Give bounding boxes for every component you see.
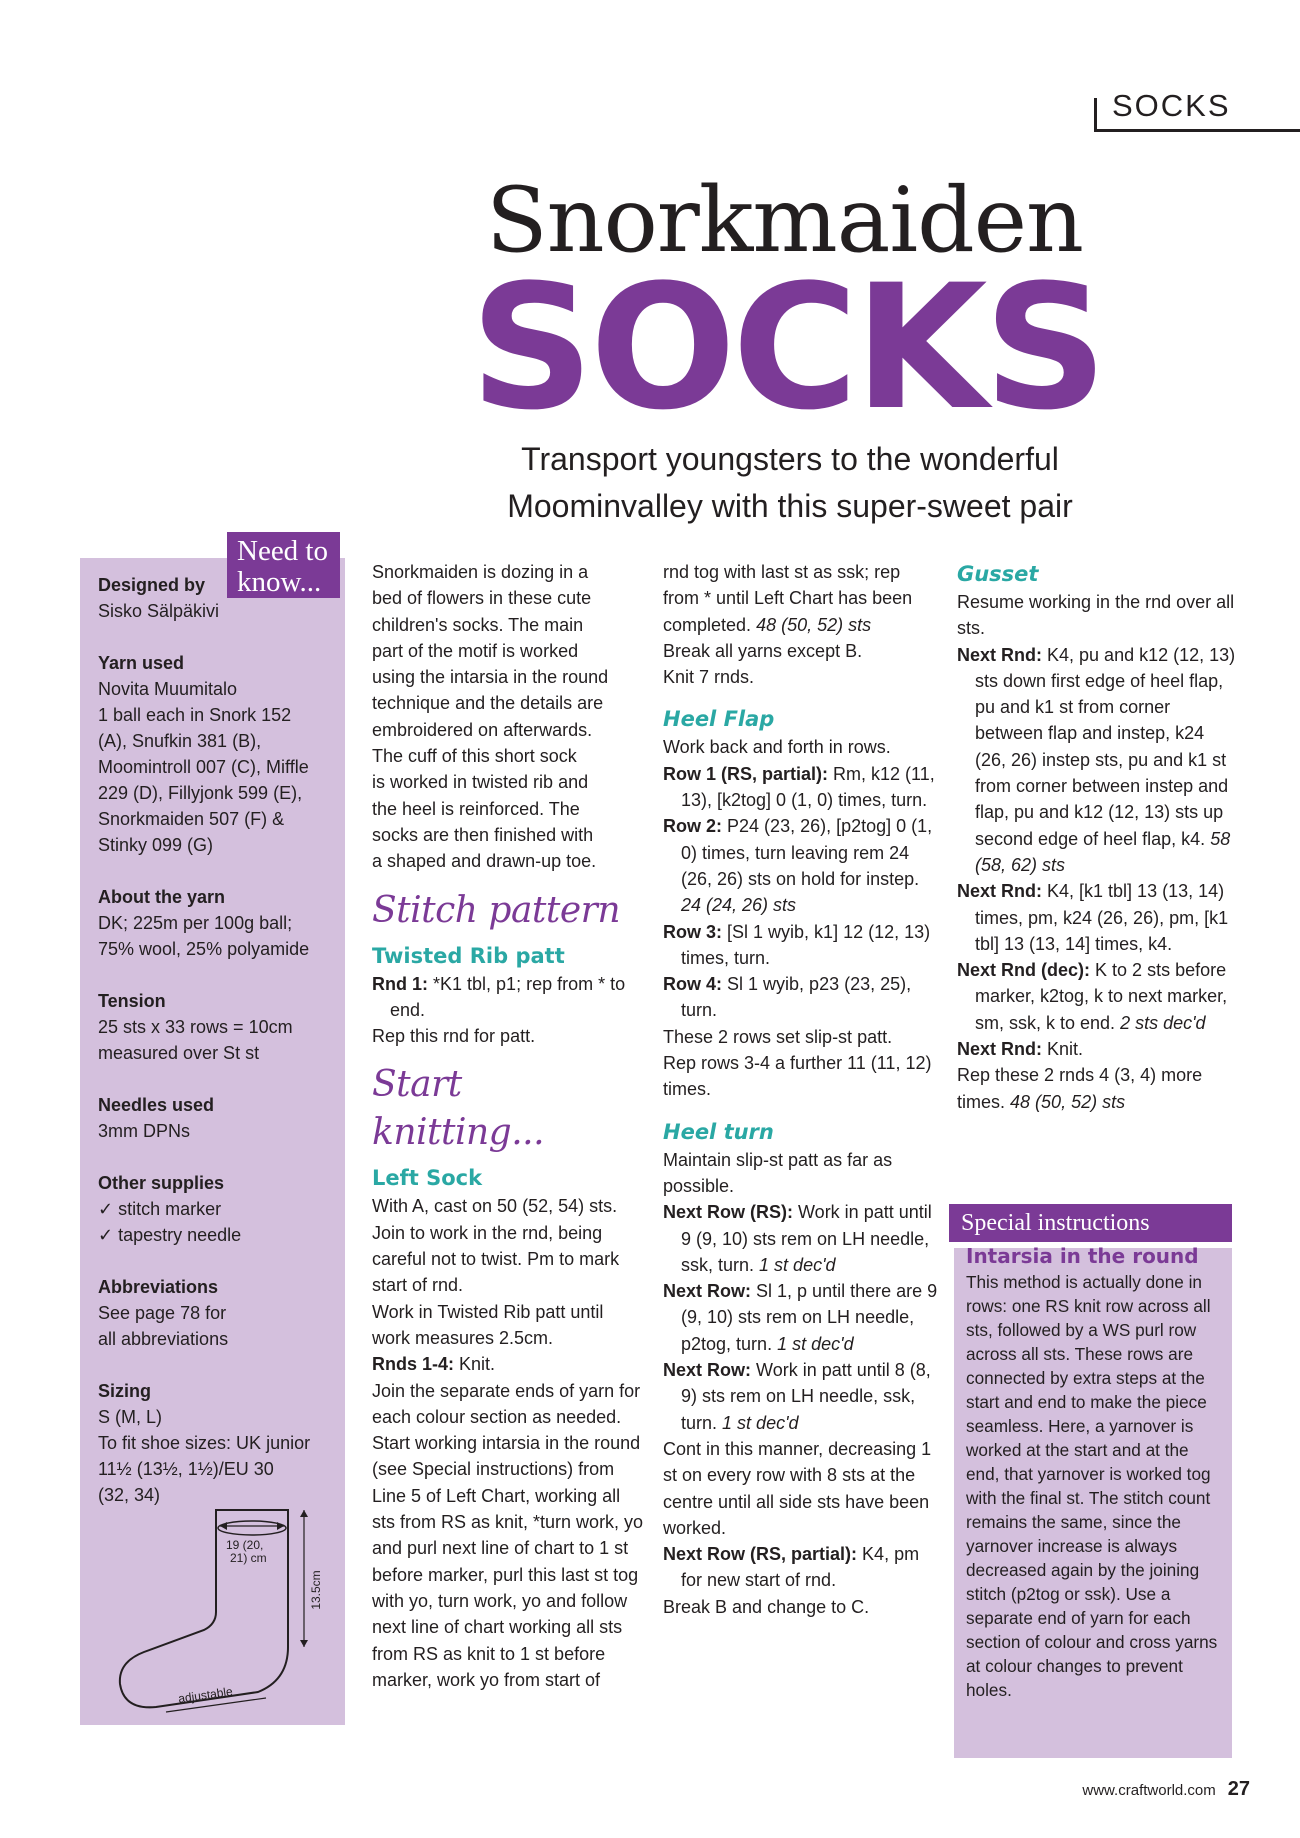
needles-line: 3mm DPNs: [98, 1121, 191, 1141]
intro-line: part of the motif is worked: [372, 640, 579, 661]
rnds14-text: Knit.: [459, 1354, 496, 1375]
intro-line: the heel is reinforced. The: [372, 798, 580, 819]
section-label: SOCKS: [1112, 88, 1231, 123]
next-row-partial-label: Next Row (RS, partial):: [663, 1544, 858, 1565]
subtitle-line2: Moominvalley with this super-sweet pair: [507, 488, 1073, 524]
next-row-text: Sl 1, p until there are 9 (9, 10) sts rem on LH needle, p2tog, turn.: [681, 1281, 938, 1354]
tension-head: Tension: [98, 991, 166, 1011]
row3-instruction: [663, 919, 938, 972]
intarsia-subheading: Intarsia in the round: [966, 1244, 1199, 1268]
row4-text: Sl 1 wyib, p23 (23, 25), turn.: [681, 974, 912, 1021]
stitch-pattern-heading: Stitch pattern: [372, 889, 621, 931]
foot-label: adjustable: [177, 1684, 234, 1706]
about-yarn-head: About the yarn: [98, 887, 226, 907]
page-title-line2: SOCKS: [470, 247, 1104, 448]
intro-line: Snorkmaiden is dozing in a: [372, 562, 589, 582]
row4-label: Row 4:: [663, 974, 723, 995]
next-row-rs-instruction: [663, 1199, 938, 1278]
abbreviations-head: Abbreviations: [98, 1277, 219, 1297]
next-row-label: Next Row:: [663, 1281, 752, 1302]
stitch-count: 24 (24, 26) sts: [681, 895, 797, 916]
next-row-instruction: [663, 1278, 938, 1357]
slip-stitch-note: These 2 rows set slip-st patt.: [663, 1026, 893, 1047]
supply-item: ✓ stitch marker: [98, 1199, 222, 1219]
next-rnd-dec-text: K to 2 sts before marker, k2tog, k to next marker, sm, ssk, k to end.: [975, 960, 1228, 1033]
next-rnd-text: K4, [k1 tbl] 13 (13, 14) times, pm, k24 (26, 26), pm, [k1 tbl] 13 (13, 14] times, k4.: [975, 881, 1229, 954]
continued-text: rnd tog with last st as ssk; rep from * until Left Chart has been completed.: [663, 562, 913, 635]
subtitle: [490, 436, 1090, 530]
heel-turn-heading: Heel turn: [663, 1119, 774, 1144]
supply-item: ✓ tapestry needle: [98, 1225, 242, 1245]
sizing-line: 11½ (13½, 1½)/EU 30: [98, 1459, 274, 1479]
next-rnd-label: Next Rnd:: [957, 881, 1042, 902]
stitch-count: 2 sts dec'd: [1120, 1012, 1206, 1033]
stitch-count: 58 (58, 62) sts: [975, 828, 1231, 875]
rnd1-label: Rnd 1:: [372, 973, 428, 994]
footer-url: www.craftworld.com: [1082, 1782, 1216, 1799]
next-rnd-instruction: [957, 1036, 1237, 1062]
stitch-count: 48 (50, 52) sts: [756, 614, 872, 635]
arrowhead: [220, 1522, 227, 1530]
yarn-used-line: Stinky 099 (G): [98, 835, 214, 855]
gusset-heading: Gusset: [957, 562, 1039, 586]
section-rule-horizontal: [1094, 129, 1300, 132]
about-yarn-line: 75% wool, 25% polyamide: [98, 939, 310, 959]
yarn-used-line: 1 ball each in Snork 152: [98, 705, 292, 725]
rep-rnd: Rep this rnd for patt.: [372, 1026, 536, 1047]
heel-turn-intro: Maintain slip-st patt as far as possible.: [663, 1149, 893, 1196]
next-row-partial-instruction: [663, 1541, 938, 1594]
subtitle-line1: Transport youngsters to the wonderful: [521, 441, 1059, 477]
slip-stitch-note: Rep rows 3-4 a further 11 (11, 12) times.: [663, 1053, 932, 1100]
next-rnd-text: Knit.: [1047, 1039, 1084, 1060]
special-instructions-content: [966, 1242, 1224, 1702]
intro-line: embroidered on afterwards.: [372, 719, 593, 740]
yarn-used-section: [98, 650, 338, 858]
page-footer: [1020, 1778, 1250, 1801]
column-2: [663, 559, 938, 1620]
next-row-text: Work in patt until 8 (8, 9) sts rem on LH needle, ssk, turn.: [681, 1360, 931, 1433]
heel-flap-heading: Heel Flap: [663, 707, 775, 732]
continued-paragraph: [663, 559, 938, 638]
row2-text: P24 (23, 26), [p2tog] 0 (1, 0) times, turn leaving rem 24 (26, 26) sts on hold for instep.: [681, 816, 933, 889]
needles-section: [98, 1092, 338, 1144]
sizing-line: (32, 34): [98, 1485, 161, 1505]
gusset-intro: Resume working in the rnd over all sts.: [957, 592, 1235, 639]
left-sock-paragraph: Work in Twisted Rib patt until work measures 2.5cm.: [372, 1301, 604, 1348]
intro-line: is worked in twisted rib and: [372, 772, 589, 793]
intro-line: a shaped and drawn-up toe.: [372, 851, 597, 872]
left-sock-heading: Left Sock: [372, 1166, 483, 1191]
other-supplies-head: Other supplies: [98, 1173, 225, 1193]
rnd1-instruction: [372, 971, 644, 1024]
left-sock-paragraph: With A, cast on 50 (52, 54) sts. Join to work in the rnd, being careful not to twist. Pm to mark start of rnd.: [372, 1196, 620, 1296]
intro-line: using the intarsia in the round: [372, 667, 609, 688]
row1-label: Row 1 (RS, partial):: [663, 763, 829, 784]
next-row-rs-text: Work in patt until 9 (9, 10) sts rem on LH needle, ssk, turn.: [681, 1202, 932, 1275]
next-rnd-dec-instruction: [957, 957, 1237, 1036]
height-label: 13.5cm: [309, 1570, 323, 1610]
tension-section: [98, 988, 338, 1066]
twisted-rib-heading: Twisted Rib patt: [372, 943, 565, 968]
tension-line: measured over St st: [98, 1043, 260, 1063]
page-number: 27: [1227, 1778, 1250, 1800]
repeat-rounds-text: Rep these 2 rnds 4 (3, 4) more times.: [957, 1065, 1203, 1112]
yarn-used-line: 229 (D), Fillyjonk 599 (E),: [98, 783, 303, 803]
rnd1-text: *K1 tbl, p1; rep from * to end.: [390, 973, 626, 1020]
intro-line: bed of flowers in these cute: [372, 588, 592, 609]
sizing-section: [98, 1378, 338, 1508]
stitch-count: 48 (50, 52) sts: [1010, 1091, 1126, 1112]
sizing-line: To fit shoe sizes: UK junior: [98, 1433, 311, 1453]
section-tag: [1094, 88, 1300, 132]
left-sock-paragraph: Join the separate ends of yarn for each colour section as needed.: [372, 1380, 641, 1427]
next-rnd-text: K4, pu and k12 (12, 13) sts down first edge of heel flap, pu and k1 st from corner between flap and instep, k24 (26, 26) instep sts, pu and k1 st from corner between instep and flap, pu and k12 (12, 13) sts up second edge of heel flap, k4.: [975, 644, 1236, 849]
circumference-label: 19 (20,: [226, 1538, 264, 1552]
about-yarn-section: [98, 884, 338, 962]
yarn-used-line: (A), Snufkin 381 (B),: [98, 731, 262, 751]
designed-by-head: Designed by: [98, 575, 206, 595]
intro-line: socks are then finished with: [372, 824, 594, 845]
start-knitting-heading: Start knitting...: [372, 1064, 545, 1154]
special-instructions-heading: Special instructions: [949, 1204, 1232, 1242]
yarn-used-head: Yarn used: [98, 653, 185, 673]
section-rule-vertical: [1094, 98, 1097, 132]
arrowhead: [300, 1510, 308, 1517]
continued-paragraph: Break all yarns except B.: [663, 640, 863, 661]
sizing-line: S (M, L): [98, 1407, 163, 1427]
stitch-count: 1 st dec'd: [722, 1412, 799, 1433]
next-rnd-instruction: [957, 878, 1237, 957]
break-yarn-note: Break B and change to C.: [663, 1596, 870, 1617]
page-title-line1: Snorkmaiden: [486, 168, 1083, 273]
sizing-head: Sizing: [98, 1381, 151, 1401]
continued-paragraph: Knit 7 rnds.: [663, 667, 755, 688]
intro-line: children's socks. The main: [372, 614, 584, 635]
row2-label: Row 2:: [663, 816, 723, 837]
column-3: [957, 559, 1237, 1115]
next-row-rs-label: Next Row (RS):: [663, 1202, 793, 1223]
row3-text: [Sl 1 wyib, k1] 12 (12, 13) times, turn.: [681, 921, 931, 968]
arrowhead: [277, 1522, 284, 1530]
intro-line: The cuff of this short sock: [372, 746, 577, 767]
circumference-label: 21) cm: [230, 1551, 267, 1565]
abbreviations-line: See page 78 for: [98, 1303, 227, 1323]
next-rnd-dec-label: Next Rnd (dec):: [957, 960, 1091, 981]
sidebar-content: [98, 572, 338, 1534]
rnds14-instruction: [372, 1351, 644, 1377]
next-row-label: Next Row:: [663, 1360, 752, 1381]
intarsia-text: This method is actually done in rows: one RS knit row across all sts, followed by a WS purl row across all sts. These rows are connected by extra steps at the start and end to make the piece seamless. Here, a yarnover is worked at the start and at the end, that yarnover is worked tog with the final st. The stitch count remains the same, since the yarnover increase is always decreased again by the joining stitch (p2tog or ssk). Use a separate end of yarn for each section of colour and cross yarns at colour changes to prevent holes.: [966, 1272, 1218, 1700]
tension-line: 25 sts x 33 rows = 10cm: [98, 1017, 293, 1037]
designed-by-line: Sisko Sälpäkivi: [98, 601, 220, 621]
row1-text: Rm, k12 (11, 13), [k2tog] 0 (1, 0) times, turn.: [681, 763, 935, 811]
stitch-count: 1 st dec'd: [759, 1254, 836, 1275]
needles-head: Needles used: [98, 1095, 215, 1115]
other-supplies-section: [98, 1170, 338, 1248]
intro-line: technique and the details are: [372, 693, 604, 714]
row2-instruction: [663, 813, 938, 918]
yarn-used-line: Novita Muumitalo: [98, 679, 238, 699]
sock-size-diagram: [108, 1502, 333, 1717]
abbreviations-line: all abbreviations: [98, 1329, 229, 1349]
next-row-instruction: [663, 1357, 938, 1436]
abbreviations-section: [98, 1274, 338, 1352]
continue-manner: Cont in this manner, decreasing 1 st on every row with 8 sts at the centre until all side sts have been worked.: [663, 1438, 932, 1538]
row3-label: Row 3:: [663, 921, 723, 942]
next-rnd-label: Next Rnd:: [957, 644, 1042, 665]
next-rnd-instruction: [957, 642, 1237, 879]
arrowhead: [300, 1640, 308, 1647]
rnds14-label: Rnds 1-4:: [372, 1354, 455, 1375]
circumference-ring: [218, 1521, 286, 1535]
badge-line1: Need to: [237, 535, 328, 567]
stitch-count: 1 st dec'd: [777, 1333, 854, 1354]
yarn-used-line: Snorkmaiden 507 (F) &: [98, 809, 285, 829]
about-yarn-line: DK; 225m per 100g ball;: [98, 913, 293, 933]
badge-line2: know...: [237, 566, 322, 598]
row4-instruction: [663, 971, 938, 1024]
yarn-used-line: Moomintroll 007 (C), Miffle: [98, 757, 309, 777]
heel-flap-intro: Work back and forth in rows.: [663, 737, 891, 758]
repeat-rounds: [957, 1062, 1237, 1115]
designed-by-section: [98, 572, 338, 624]
row1-instruction: [663, 761, 938, 814]
next-row-partial-text: K4, pm for new start of rnd.: [681, 1544, 920, 1591]
next-rnd-label: Next Rnd:: [957, 1039, 1042, 1060]
left-sock-paragraph: Start working intarsia in the round (see Special instructions) from Line 5 of Left Chart, working all sts from RS as knit, *turn work, yo and purl next line of chart to 1 st before marker, purl this last st tog with yo, turn work, yo and follow next line of chart working all sts from RS as knit to 1 st before marker, work yo from start of: [372, 1433, 644, 1690]
column-1: [372, 559, 644, 1693]
